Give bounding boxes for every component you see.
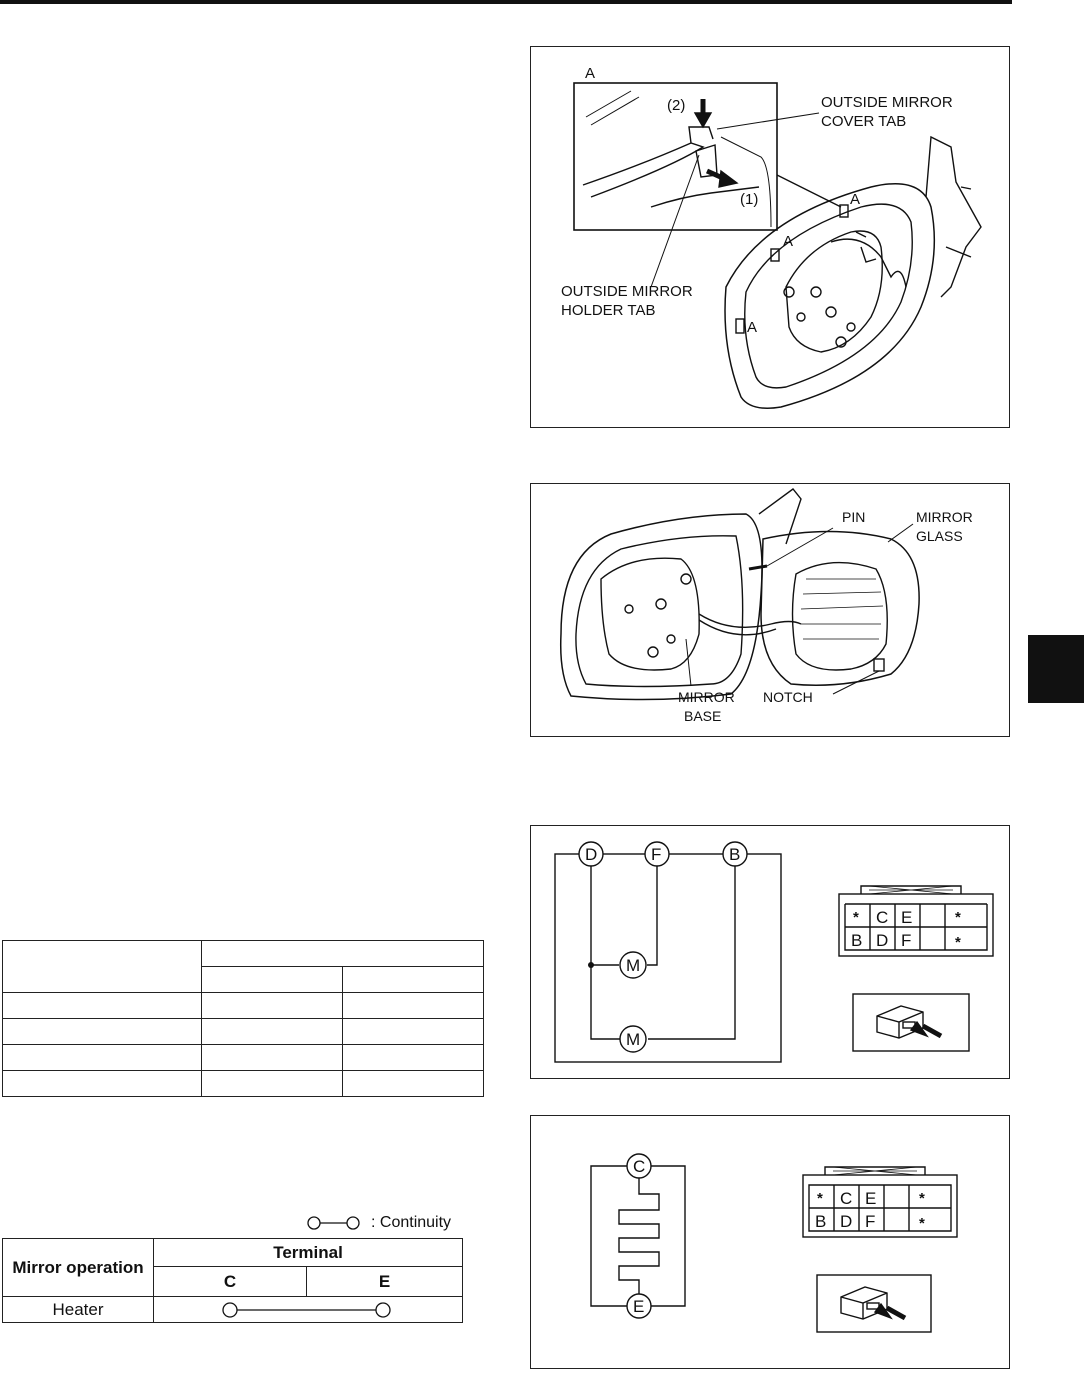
continuity-legend-text: : Continuity	[371, 1214, 452, 1231]
heater-continuity-table	[2, 1238, 463, 1323]
table-row	[3, 1239, 463, 1267]
terminal-e-header: E	[307, 1267, 463, 1297]
table-cell	[3, 1045, 202, 1071]
figure-mirror-cover-removal	[530, 46, 1010, 428]
continuity-symbol-icon	[307, 1215, 371, 1231]
terminal-b-label: B	[729, 845, 741, 864]
table-row	[3, 1019, 484, 1045]
connector-cell: *	[955, 934, 961, 951]
connector-cell: F	[865, 1212, 876, 1231]
mirror-glass-illustration	[531, 484, 1011, 738]
table-cell	[343, 1071, 484, 1097]
table-cell	[343, 1045, 484, 1071]
connector-cell: D	[840, 1212, 853, 1231]
holder-tab-label-line2: HOLDER TAB	[561, 302, 656, 319]
connector-cell: C	[876, 908, 889, 927]
terminal-e-label: E	[633, 1297, 645, 1316]
connector-cell: *	[955, 909, 961, 926]
cover-tab-label-line1: OUTSIDE MIRROR	[821, 94, 953, 111]
tab-marker-a: A	[747, 319, 758, 336]
connector-cell: D	[876, 931, 889, 950]
motor-continuity-table	[2, 940, 484, 1097]
terminal-header: Terminal	[154, 1239, 463, 1267]
terminal-c-label: C	[633, 1157, 646, 1176]
table-row	[3, 941, 484, 967]
notch-label: NOTCH	[763, 689, 813, 705]
heater-continuity-cell	[154, 1297, 463, 1323]
table-cell	[202, 941, 484, 967]
table-cell	[3, 993, 202, 1019]
continuity-legend	[307, 1213, 467, 1233]
motor-1-label: M	[626, 956, 641, 975]
section-index-tab	[1028, 635, 1084, 703]
circuit-frame	[555, 854, 781, 1062]
table-row	[3, 1297, 463, 1323]
table-row	[3, 1045, 484, 1071]
connector-cell: *	[919, 1190, 925, 1207]
continuity-mark-icon	[154, 1298, 460, 1322]
table-row	[3, 1071, 484, 1097]
holder-tab-label-line1: OUTSIDE MIRROR	[561, 283, 693, 300]
mirror-glass-label-line2: GLASS	[916, 528, 963, 544]
motor-circuit-diagram	[531, 826, 1011, 1080]
table-cell	[202, 1045, 343, 1071]
table-cell	[3, 941, 202, 993]
table-cell	[343, 993, 484, 1019]
terminal-f-label: F	[651, 845, 662, 864]
terminal-d-label: D	[585, 845, 598, 864]
table-cell	[343, 1019, 484, 1045]
connector-cell: *	[919, 1215, 925, 1232]
connector-cell: F	[901, 931, 912, 950]
connector-cell: C	[840, 1189, 853, 1208]
table-row	[3, 993, 484, 1019]
mirror-cover-illustration	[531, 47, 1011, 429]
table-cell	[202, 993, 343, 1019]
mirror-base-label-line2: BASE	[684, 708, 722, 724]
terminal-c-header: C	[154, 1267, 307, 1297]
figure-motor-circuit	[530, 825, 1010, 1079]
table-cell	[3, 1071, 202, 1097]
mirror-base-label-line1: MIRROR	[678, 689, 735, 705]
figure-heater-circuit	[530, 1115, 1010, 1369]
pin-label: PIN	[842, 509, 866, 525]
step-1-label: (1)	[740, 191, 759, 208]
mirror-glass-label-line1: MIRROR	[916, 509, 973, 525]
connector-cell: B	[815, 1212, 827, 1231]
figure-mirror-glass-removal	[530, 483, 1010, 737]
heater-circuit-diagram	[531, 1116, 1011, 1370]
table-cell	[202, 1019, 343, 1045]
motor-2-label: M	[626, 1030, 641, 1049]
page-header-rule	[0, 0, 1012, 4]
tab-marker-a: A	[850, 191, 861, 208]
cover-tab-label-line2: COVER TAB	[821, 113, 907, 130]
connector-cell: *	[853, 909, 859, 926]
table-cell	[3, 1019, 202, 1045]
tab-marker-a: A	[783, 233, 794, 250]
connector-cell: E	[865, 1189, 877, 1208]
table-cell	[202, 967, 343, 993]
heater-row-label: Heater	[3, 1297, 154, 1323]
connector-cell: E	[901, 908, 913, 927]
table-cell	[202, 1071, 343, 1097]
connector-cell: *	[817, 1190, 823, 1207]
mirror-operation-header: Mirror operation	[3, 1239, 154, 1297]
inset-label: A	[585, 65, 596, 82]
table-cell	[343, 967, 484, 993]
connector-cell: B	[851, 931, 863, 950]
step-2-label: (2)	[667, 97, 686, 114]
